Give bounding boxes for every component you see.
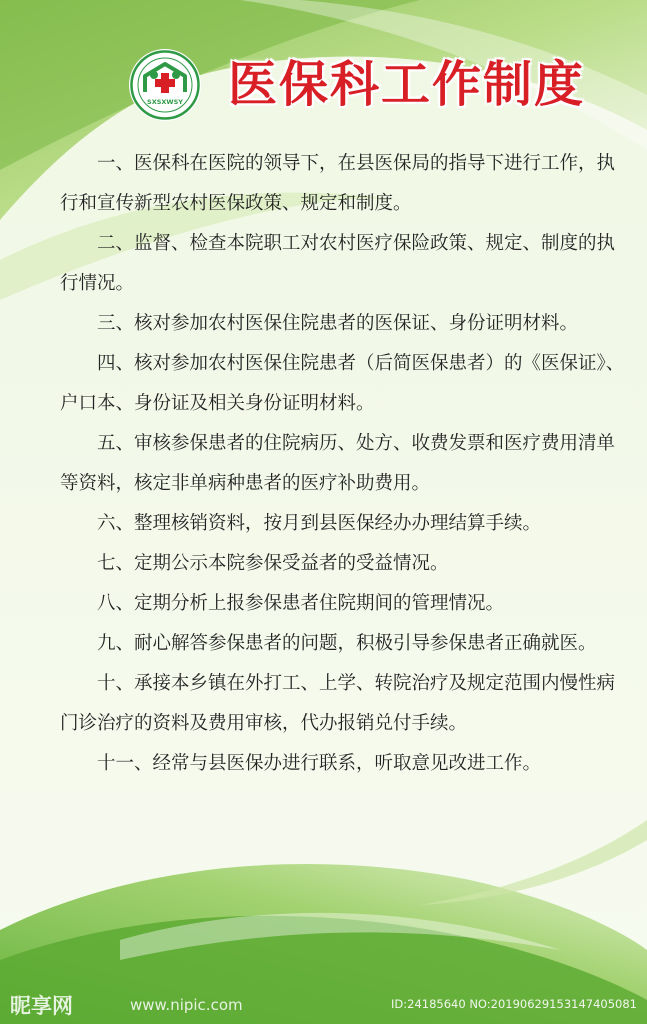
regulation-clause: 七、定期公示本院参保受益者的受益情况。 — [97, 553, 449, 574]
logo-person-left-icon — [150, 71, 158, 79]
hospital-logo — [128, 48, 202, 122]
logo-text: SXSXWSY — [147, 98, 183, 106]
regulation-clause: 一、医保科在医院的领导下，在县医保局的指导下进行工作，执行和宣传新型农村医保政策、规定和制度。 — [60, 153, 616, 214]
regulation-clause: 三、核对参加农村医保住院患者的医保证、身份证明材料。 — [97, 313, 579, 334]
regulation-clause: 六、整理核销资料，按月到县医保经办办理结算手续。 — [97, 513, 542, 534]
logo-cross-horizontal — [155, 79, 175, 87]
regulation-clause: 八、定期分析上报参保患者住院期间的管理情况。 — [97, 593, 505, 614]
regulation-clause: 四、核对参加农村医保住院患者（后简医保患者）的《医保证》、户口本、身份证及相关身份证明材料。 — [60, 353, 625, 414]
watermark-id: ID:24185640 NO:20190629153147405081 — [391, 997, 637, 1011]
regulation-clause: 二、监督、检查本院职工对农村医疗保险政策、规定、制度的执行情况。 — [60, 233, 616, 294]
regulation-clause: 五、审核参保患者的住院病历、处方、收费发票和医疗费用清单等资料，核定非单病种患者的医疗补助费用。 — [60, 433, 616, 494]
regulation-clause: 十一、经常与县医保办进行联系，听取意见改进工作。 — [97, 753, 542, 774]
page-title: 医保科工作制度 — [228, 56, 586, 113]
regulation-clause: 九、耐心解答参保患者的问题，积极引导参保患者正确就医。 — [97, 633, 597, 654]
watermark-url: www.nipic.com — [130, 996, 243, 1014]
logo-person-right-icon — [172, 71, 180, 79]
regulation-list — [60, 144, 632, 784]
regulation-clause: 十、承接本乡镇在外打工、上学、转院治疗及规定范围内慢性病门诊治疗的资料及费用审核，代办报销兑付手续。 — [60, 673, 616, 734]
watermark-brand: 昵享网 — [10, 994, 73, 1018]
